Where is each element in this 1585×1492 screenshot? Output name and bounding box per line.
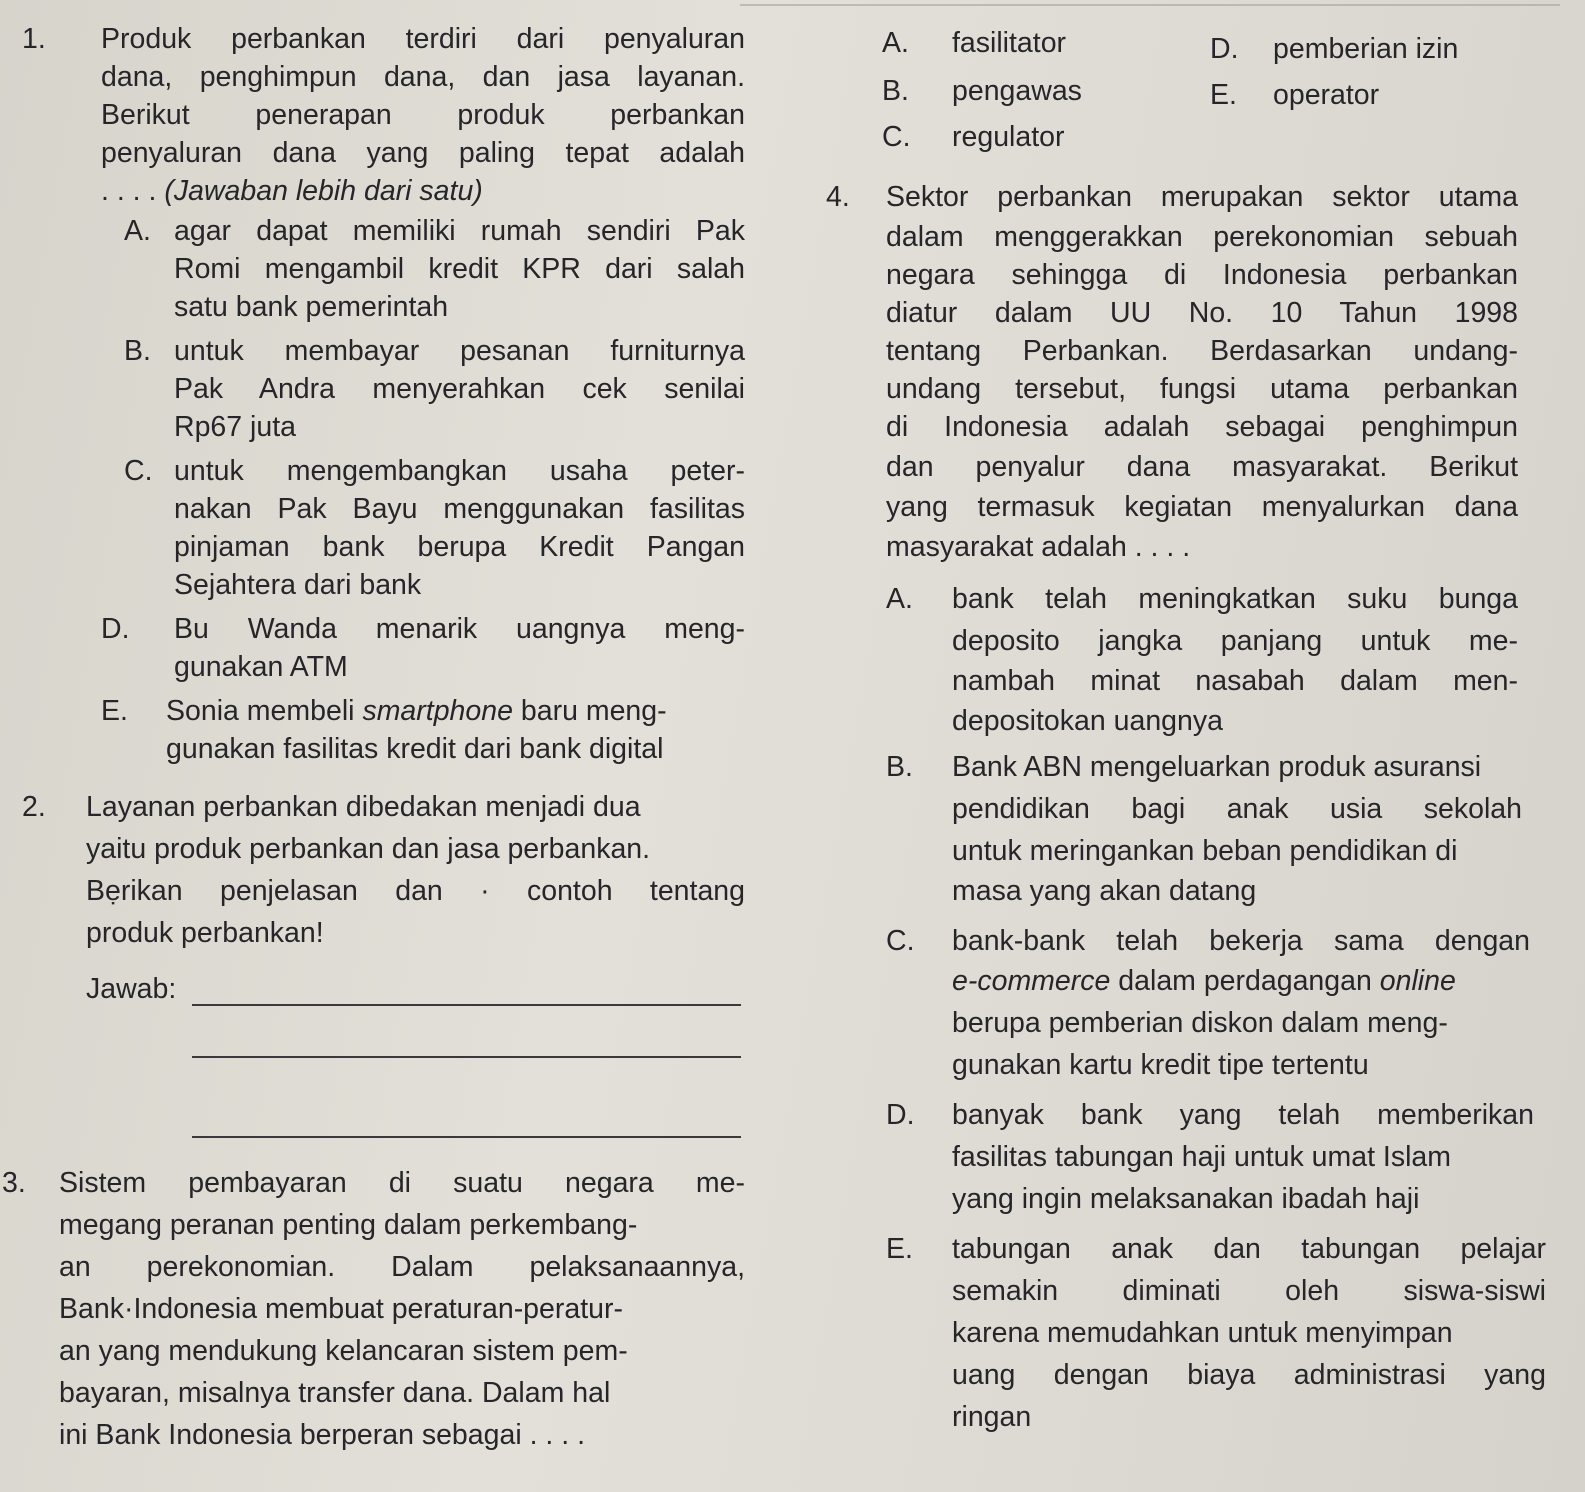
q2-line-3: Bẹrikan penjelasan dan · contoh tentang bbox=[86, 875, 745, 907]
q1-dots: . . . . bbox=[101, 175, 165, 207]
q4-option-c-line-1: bank-bank telah bekerja sama dengan bbox=[952, 925, 1530, 957]
q2-answer-line-3[interactable] bbox=[192, 1136, 741, 1138]
q1-option-d-letter: D. bbox=[101, 613, 130, 645]
q4-option-a-letter: A. bbox=[886, 583, 913, 615]
q1-option-b-line-3: Rp67 juta bbox=[174, 411, 297, 443]
q2-number: 2. bbox=[22, 791, 46, 823]
q4-option-b-line-1: Bank ABN mengeluarkan produk asuransi bbox=[952, 751, 1482, 783]
q1-option-a-line-3: satu bank pemerintah bbox=[174, 291, 449, 323]
q4-line-9: yang termasuk kegiatan menyalurkan dana bbox=[886, 491, 1518, 523]
q4-option-e-line-3: karena memudahkan untuk menyimpan bbox=[952, 1317, 1453, 1349]
q4-option-c-italic-2: online bbox=[1379, 965, 1456, 997]
q4-option-d-letter: D. bbox=[886, 1099, 915, 1131]
q1-option-a-line-2: Romi mengambil kredit KPR dari salah bbox=[174, 253, 745, 285]
q3-line-1: Sistem pembayaran di suatu negara me- bbox=[59, 1167, 745, 1199]
q4-line-7: di Indonesia adalah sebagai penghimpun bbox=[886, 411, 1518, 443]
q3-option-a-text: fasilitator bbox=[952, 27, 1067, 59]
q4-option-a-line-1: bank telah meningkatkan suku bunga bbox=[952, 583, 1518, 615]
q1-line-1: Produk perbankan terdiri dari penyaluran bbox=[101, 23, 745, 55]
q3-line-6: bayaran, misalnya transfer dana. Dalam hal bbox=[59, 1377, 611, 1409]
q4-option-c-line-3: berupa pemberian diskon dalam meng- bbox=[952, 1007, 1448, 1039]
q4-line-5: tentang Perbankan. Berdasarkan undang- bbox=[886, 335, 1518, 367]
q4-line-10: masyarakat adalah . . . . bbox=[886, 531, 1191, 563]
q1-option-d-line-2: gunakan ATM bbox=[174, 651, 348, 683]
q3-option-c-letter: C. bbox=[882, 121, 911, 153]
q1-option-b-line-1: untuk membayar pesanan furniturnya bbox=[174, 335, 745, 367]
q4-option-c-letter: C. bbox=[886, 925, 915, 957]
q4-option-d-line-3: yang ingin melaksanakan ibadah haji bbox=[952, 1183, 1420, 1215]
q3-option-d-letter: D. bbox=[1210, 33, 1239, 65]
q4-option-a-line-3: nambah minat nasabah dalam men- bbox=[952, 665, 1518, 697]
q4-option-d-line-1: banyak bank yang telah memberikan bbox=[952, 1099, 1534, 1131]
q1-option-e-text-a: Sonia membeli bbox=[166, 695, 363, 727]
q3-line-4: Bank·Indonesia membuat peraturan-peratur- bbox=[59, 1293, 623, 1325]
q2-answer-label: Jawab: bbox=[86, 973, 177, 1005]
q1-option-e-line-2: gunakan fasilitas kredit dari bank digital bbox=[166, 733, 664, 765]
q3-option-b-text: pengawas bbox=[952, 75, 1082, 107]
q3-option-c-text: regulator bbox=[952, 121, 1065, 153]
q1-option-c-line-4: Sejahtera dari bank bbox=[174, 569, 422, 601]
q1-number: 1. bbox=[22, 23, 46, 55]
q4-option-b-line-2: pendidikan bagi anak usia sekolah bbox=[952, 793, 1522, 825]
q4-option-e-letter: E. bbox=[886, 1233, 913, 1265]
q4-option-b-line-4: masa yang akan datang bbox=[952, 875, 1257, 907]
q3-line-3: an perekonomian. Dalam pelaksanaannya, bbox=[59, 1251, 745, 1283]
q1-option-e-line-1 bbox=[166, 692, 667, 730]
q4-option-e-line-5: ringan bbox=[952, 1401, 1032, 1433]
q3-line-7: ini Bank Indonesia berperan sebagai . . . . bbox=[59, 1419, 586, 1451]
q4-number: 4. bbox=[826, 181, 850, 213]
q1-option-a-letter: A. bbox=[124, 215, 151, 247]
q4-option-c-line-2 bbox=[952, 962, 1456, 1000]
q4-option-d-line-2: fasilitas tabungan haji untuk umat Islam bbox=[952, 1141, 1452, 1173]
q4-option-c-mid: dalam perdagangan bbox=[1110, 965, 1380, 997]
q4-option-e-line-1: tabungan anak dan tabungan pelajar bbox=[952, 1233, 1546, 1265]
q1-option-c-line-3: pinjaman bank berupa Kredit Pangan bbox=[174, 531, 745, 563]
q1-option-c-line-1: untuk mengembangkan usaha peter- bbox=[174, 455, 745, 487]
q4-option-b-line-3: untuk meringankan beban pendidikan di bbox=[952, 835, 1458, 867]
q4-line-8: dan penyalur dana masyarakat. Berikut bbox=[886, 451, 1518, 483]
q1-option-b-letter: B. bbox=[124, 335, 151, 367]
q3-option-d-text: pemberian izin bbox=[1273, 33, 1459, 65]
q1-note: (Jawaban lebih dari satu) bbox=[164, 175, 483, 207]
q2-line-2: yaitu produk perbankan dan jasa perbankan. bbox=[86, 833, 651, 865]
q4-option-a-line-4: depositokan uangnya bbox=[952, 705, 1223, 737]
q4-line-6: undang tersebut, fungsi utama perbankan bbox=[886, 373, 1518, 405]
q1-line-3: Berikut penerapan produk perbankan bbox=[101, 99, 745, 131]
q3-option-e-text: operator bbox=[1273, 79, 1380, 111]
q4-line-2: dalam menggerakkan perekonomian sebuah bbox=[886, 221, 1518, 253]
q1-option-d-line-1: Bu Wanda menarik uangnya meng- bbox=[174, 613, 745, 645]
q2-line-1: Layanan perbankan dibedakan menjadi dua bbox=[86, 791, 641, 823]
q2-line-4: produk perbankan! bbox=[86, 917, 324, 949]
q1-option-e-letter: E. bbox=[101, 695, 128, 727]
q1-option-e-text-b: baru meng- bbox=[512, 695, 667, 727]
q1-option-b-line-2: Pak Andra menyerahkan cek senilai bbox=[174, 373, 745, 405]
q1-option-a-line-1: agar dapat memiliki rumah sendiri Pak bbox=[174, 215, 745, 247]
q4-option-e-line-2: semakin diminati oleh siswa-siswi bbox=[952, 1275, 1546, 1307]
q2-answer-line-2[interactable] bbox=[192, 1056, 741, 1058]
q4-option-a-line-2: deposito jangka panjang untuk me- bbox=[952, 625, 1518, 657]
q1-option-c-line-2: nakan Pak Bayu menggunakan fasilitas bbox=[174, 493, 745, 525]
q1-option-c-letter: C. bbox=[124, 455, 153, 487]
q4-option-c-line-4: gunakan kartu kredit tipe tertentu bbox=[952, 1049, 1369, 1081]
q4-line-3: negara sehingga di Indonesia perbankan bbox=[886, 259, 1518, 291]
q4-option-c-italic-1: e-commerce bbox=[952, 965, 1111, 997]
q4-option-b-letter: B. bbox=[886, 751, 913, 783]
q1-option-e-italic: smartphone bbox=[362, 695, 513, 727]
q1-line-4: penyaluran dana yang paling tepat adalah bbox=[101, 137, 745, 169]
q2-answer-line-1[interactable] bbox=[192, 1004, 741, 1006]
q4-option-e-line-4: uang dengan biaya administrasi yang bbox=[952, 1359, 1546, 1391]
q3-number: 3. bbox=[2, 1167, 26, 1199]
q3-line-5: an yang mendukung kelancaran sistem pem- bbox=[59, 1335, 628, 1367]
q3-option-e-letter: E. bbox=[1210, 79, 1237, 111]
page-top-rule bbox=[740, 4, 1560, 6]
q3-line-2: megang peranan penting dalam perkembang- bbox=[59, 1209, 638, 1241]
q4-line-1: Sektor perbankan merupakan sektor utama bbox=[886, 181, 1518, 213]
q3-option-b-letter: B. bbox=[882, 75, 909, 107]
q1-line-5 bbox=[101, 172, 483, 210]
q4-line-4: diatur dalam UU No. 10 Tahun 1998 bbox=[886, 297, 1518, 329]
q3-option-a-letter: A. bbox=[882, 27, 909, 59]
q1-line-2: dana, penghimpun dana, dan jasa layanan. bbox=[101, 61, 745, 93]
